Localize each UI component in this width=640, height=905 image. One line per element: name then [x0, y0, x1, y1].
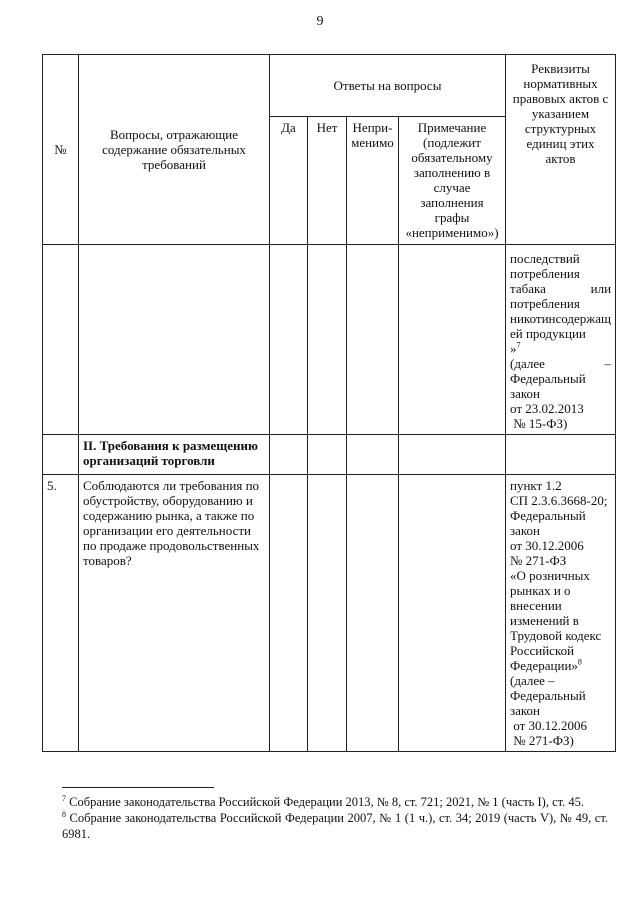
req-word-tabaka: табака [510, 281, 546, 296]
row-number: 5. [43, 475, 79, 752]
answer-yes-cell[interactable] [270, 245, 308, 435]
section-number [43, 435, 79, 475]
header-answers: Ответы на вопросы [270, 55, 506, 117]
header-questions: Вопросы, отражающие содержание обязательных требований [79, 55, 270, 245]
header-yes: Да [270, 117, 308, 245]
header-not-applicable: Непри-менимо [347, 117, 399, 245]
answer-yes-cell[interactable] [270, 475, 308, 752]
req-dash: – [604, 356, 612, 371]
footnote-8: $^8$ Собрание законодательства Российской Федерации 2007, № 1 (1 ч.), ст. 34; 2019 (часть V), № 49, ст. 6981. [62, 809, 608, 841]
footnotes [62, 794, 608, 842]
footnote-ref-8: 8 [577, 657, 582, 667]
footnote-7: $^7$ Собрание законодательства Российской Федерации 2013, № 8, ст. 721; 2021, № 1 (часть I), ст. 45. [62, 793, 585, 809]
footnote-ref-7: 7 [516, 340, 521, 350]
header-number: № [43, 55, 79, 245]
row-question [79, 245, 270, 435]
req-word-ili: или [590, 281, 612, 296]
table-row [43, 245, 616, 435]
requirements-table [42, 54, 616, 752]
row-question: Соблюдаются ли требования по обустройству, оборудованию и содержанию рынка, а также по организации его деятельности по продаже продовольственных товаров? [79, 475, 270, 752]
row-requisites: последствий потребления табака или потребления никотинсодержащ ей продукции »$^7$ (далее – Федеральный закон от 23.02.2013 № 15-ФЗ) [506, 245, 616, 435]
header-no: Нет [308, 117, 347, 245]
row-number [43, 245, 79, 435]
header-requisites: Реквизиты нормативных правовых актов с указанием структурных единиц этих актов [506, 55, 616, 245]
req-word-dalee: (далее [510, 356, 545, 371]
answer-no-cell[interactable] [308, 475, 347, 752]
answer-na-cell[interactable] [347, 245, 399, 435]
row-requisites: пункт 1.2 СП 2.3.6.3668-20; Федеральный закон от 30.12.2006 № 271-ФЗ «О розничных рынках и о внесении изменений в Трудовой кодекс Российской Федерации»$^8$ (далее – Федеральный закон от 30.12.2006 № 271-ФЗ) [506, 475, 616, 752]
answer-na-cell[interactable] [347, 475, 399, 752]
header-row [43, 55, 616, 117]
note-cell[interactable] [399, 245, 506, 435]
page-number: 9 [316, 14, 324, 29]
section-row [43, 435, 616, 475]
footnote-divider [62, 787, 214, 788]
section-title: II. Требования к размещению организаций торговли [79, 435, 270, 475]
table-row [43, 475, 616, 752]
note-cell[interactable] [399, 475, 506, 752]
header-note: Примечание (подлежит обязательному заполнению в случае заполнения графы «неприменимо») [399, 117, 506, 245]
answer-no-cell[interactable] [308, 245, 347, 435]
